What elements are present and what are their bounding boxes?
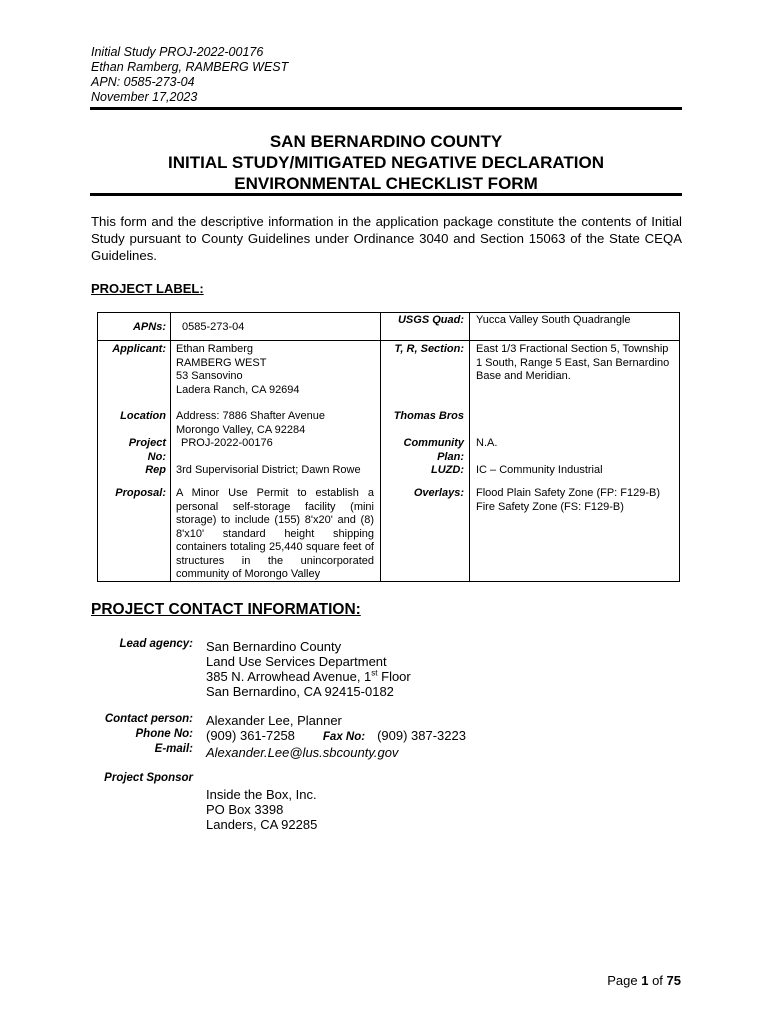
title-county: SAN BERNARDINO COUNTY xyxy=(269,132,503,151)
proposal-label: Proposal: xyxy=(115,487,166,499)
table-divider-3 xyxy=(469,312,470,582)
header-apn: APN: 0585-273-04 xyxy=(91,75,195,89)
title-divider xyxy=(90,193,682,196)
project-sponsor-label: Project Sponsor xyxy=(104,772,193,784)
project-no-value: PROJ-2022-00176 xyxy=(181,437,273,449)
thomas-bros-label: Thomas Bros xyxy=(393,410,464,422)
table-border-top xyxy=(97,312,680,313)
applicant-street: 53 Sansovino xyxy=(176,370,243,382)
document-title xyxy=(90,131,682,194)
project-label-heading: PROJECT LABEL: xyxy=(91,281,204,296)
contact-person-value: Alexander Lee, Planner xyxy=(206,713,342,728)
overlays-value: Flood Plain Safety Zone (FP: F129-B) Fire Safety Zone (FS: F129-B) xyxy=(476,487,661,513)
applicant-company: RAMBERG WEST xyxy=(176,356,267,369)
contact-heading: PROJECT CONTACT INFORMATION: xyxy=(91,601,361,618)
table-border-right xyxy=(679,312,680,582)
location-label: Location xyxy=(120,410,166,422)
applicant-name: Ethan Ramberg xyxy=(176,343,254,355)
location-address: Address: 7886 Shafter Avenue xyxy=(176,410,326,422)
fax-label: Fax No: xyxy=(322,731,366,743)
lead-agency-value: San Bernardino County Land Use Services Department 385 N. Arrowhead Avenue, 1st Floor San Bernardino, CA 92415-0182 xyxy=(206,639,411,699)
contact-labels xyxy=(91,712,193,757)
phone-label: Phone No: xyxy=(135,728,193,740)
fax-value: (909) 387-3223 xyxy=(377,728,466,743)
phone-row xyxy=(206,728,466,745)
document-header xyxy=(91,45,288,105)
table-border-left xyxy=(97,312,98,582)
lead-agency-address: 385 N. Arrowhead Avenue, 1st Floor xyxy=(206,668,411,684)
location-value xyxy=(176,410,376,437)
contact-values xyxy=(206,713,466,760)
intro-paragraph: This form and the descriptive information in the application package constitute the contents of Initial Study pursuant to County Guidelines under Ordinance 3040 and Section 15063 of the State CEQA Guidelines. xyxy=(91,214,682,263)
overlays-label: Overlays: xyxy=(413,487,464,499)
table-divider-1 xyxy=(170,312,171,582)
rep-value: 3rd Supervisorial District; Dawn Rowe xyxy=(176,464,361,476)
luzd-label: LUZD: xyxy=(431,464,464,476)
phone-value: (909) 361-7258 xyxy=(206,728,295,743)
proposal-value: A Minor Use Permit to establish a personal self-storage facility (mini storage) to include (155) 8'x20' and (8) 8'x10' standard height shipping containers totaling 25,440 square feet of structures in the unincorporated community of Morongo Valley xyxy=(176,487,374,580)
rep-label: Rep xyxy=(145,464,166,476)
trs-label: T, R, Section: xyxy=(394,343,464,355)
project-label-table xyxy=(97,312,680,582)
community-plan-label: Community Plan: xyxy=(403,437,464,463)
page-number: Page 1 of 75 xyxy=(607,973,681,988)
project-sponsor-value: Inside the Box, Inc. PO Box 3398 Landers, CA 92285 xyxy=(206,787,318,832)
apns-label: APNs: xyxy=(132,321,166,333)
applicant-city: Ladera Ranch, CA 92694 xyxy=(176,383,300,396)
header-divider xyxy=(90,107,682,110)
luzd-value: IC – Community Industrial xyxy=(476,464,603,476)
trs-value: East 1/3 Fractional Section 5, Township 1 South, Range 5 East, San Bernardino Base and Meridian. xyxy=(476,343,670,382)
usgs-value: Yucca Valley South Quadrangle xyxy=(476,314,631,326)
header-date: November 17,2023 xyxy=(91,90,198,104)
header-applicant: Ethan Ramberg, RAMBERG WEST xyxy=(91,60,289,74)
applicant-label: Applicant: xyxy=(112,343,166,355)
table-divider-2 xyxy=(380,312,381,582)
apns-value: 0585-273-04 xyxy=(182,321,245,333)
header-project: Initial Study PROJ-2022-00176 xyxy=(91,45,264,59)
project-no-label: Project No: xyxy=(128,437,166,463)
email-label: E-mail: xyxy=(154,743,193,755)
lead-agency-label: Lead agency: xyxy=(119,638,193,650)
table-row-divider xyxy=(97,340,680,341)
email-link[interactable]: Alexander.Lee@lus.sbcounty.gov xyxy=(206,745,399,760)
contact-person-label: Contact person: xyxy=(104,713,193,725)
usgs-label: USGS Quad: xyxy=(397,314,464,326)
community-plan-value: N.A. xyxy=(476,437,498,449)
applicant-value xyxy=(176,343,376,397)
location-city: Morongo Valley, CA 92284 xyxy=(176,423,306,436)
title-form: ENVIRONMENTAL CHECKLIST FORM xyxy=(234,174,538,193)
title-study: INITIAL STUDY/MITIGATED NEGATIVE DECLARATION xyxy=(167,153,604,172)
